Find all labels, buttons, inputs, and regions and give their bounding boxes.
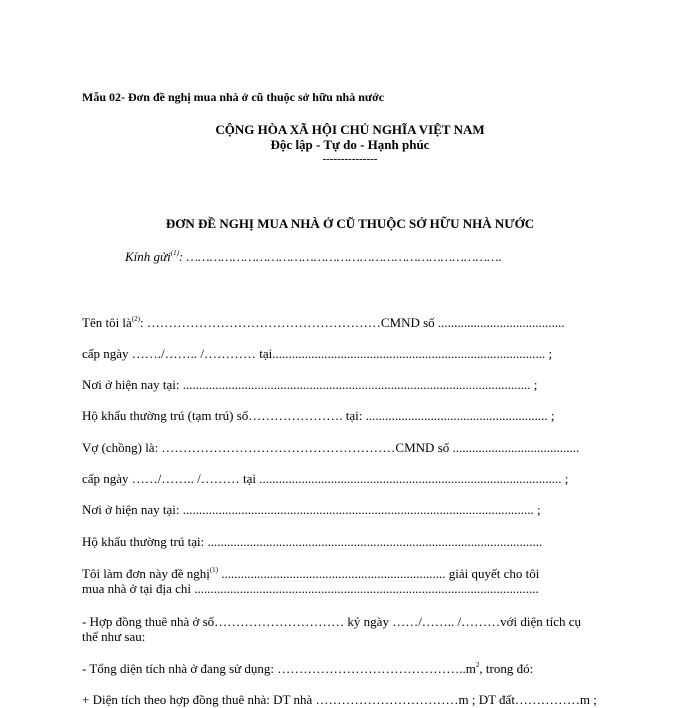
spouse-household-line: Hộ khẩu thường trú tại: ....................................................................................................... (82, 534, 543, 549)
document-title: ĐƠN ĐỀ NGHỊ MUA NHÀ Ở CŨ THUỘC SỞ HỮU NHÀ NƯỚC (165, 216, 535, 231)
recipient-label: Kính gửi (125, 249, 171, 264)
contract-line: - Hợp đồng thuê nhà ở số………………………… ký ngày ……/…….. /………với diện tích cụ (82, 614, 582, 629)
applicant-household-line: Hộ khẩu thường trú (tạm trú) số…………………. tại: ........................................................ ; (82, 408, 555, 423)
header-divider: --------------- (322, 153, 378, 165)
applicant-issue-line: cấp ngày ……./…….. /………… tại.................................................................................... ; (82, 346, 553, 361)
contract-line-cont: thể như sau: (82, 629, 146, 644)
name-label: Tên tôi là (82, 315, 132, 330)
recipient-footnote: (1) (170, 249, 179, 257)
spouse-residence-line: Nơi ở hiện nay tại: ............................................................................................................ ; (82, 502, 541, 517)
recipient-dots: : ………………………………………………………………………. (178, 249, 502, 264)
name-rest: : ………………………………………………CMND số ....................................... (140, 315, 565, 330)
partial-area-line: + Diện tích theo hợp đồng thuê nhà: DT nhà ……………………………m ; DT đất……………m ; (82, 692, 597, 707)
applicant-name-line (82, 315, 565, 331)
total-area-line (82, 661, 533, 677)
form-code: Mẫu 02- Đơn đề nghị mua nhà ở cũ thuộc sở hữu nhà nước (82, 90, 385, 104)
request-line (82, 566, 539, 582)
total-area-unit: 2 (475, 661, 480, 669)
recipient-line (125, 249, 502, 265)
country-name: CỘNG HÒA XÃ HỘI CHỦ NGHĨA VIỆT NAM (215, 122, 485, 137)
request-text: Tôi làm đơn này đề nghị (82, 566, 210, 581)
request-address-line: mua nhà ở tại địa chỉ .......................................................................................................... (82, 581, 539, 596)
national-motto: Độc lập - Tự do - Hạnh phúc (270, 137, 430, 152)
spouse-line: Vợ (chồng) là: ………………………………………………CMND số ....................................... (82, 440, 580, 455)
total-area-rest: , trong đó: (479, 661, 534, 676)
applicant-residence-line: Nơi ở hiện nay tại: ........................................................................................................... ; (82, 377, 538, 392)
request-footnote: (1) (209, 566, 218, 574)
spouse-issue-line: cấp ngày ……/…….. /……… tại ............................................................................................. ; (82, 471, 569, 486)
name-footnote: (2) (131, 315, 140, 323)
total-area-text: - Tổng diện tích nhà ở đang sử dụng: ……………………………………..m (82, 661, 476, 676)
request-rest: ..................................................................... giải quyết cho tôi (218, 566, 540, 581)
